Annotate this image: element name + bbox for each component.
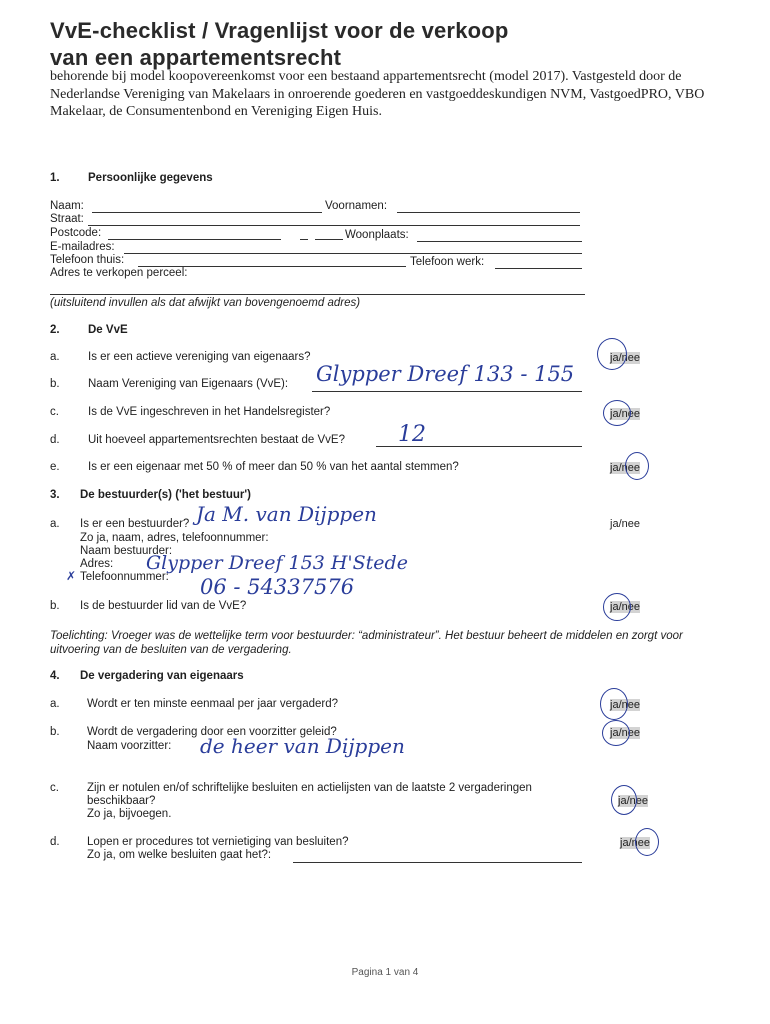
q4d-field[interactable] [293, 862, 582, 863]
postcode-field[interactable] [108, 239, 281, 240]
q2e-letter: e. [50, 461, 60, 473]
q2a-letter: a. [50, 351, 60, 363]
q3a-handwritten-telefoon: 06 - 54337576 [200, 575, 355, 599]
handwritten-cross-mark: ✗ [66, 569, 77, 583]
toelichting-note: Toelichting: Vroeger was de wettelijke term voor bestuurder: “administrateur”. Het bestuur beheert de middelen en zorgt voor uitvoering van de besluiten van de vergadering. [50, 630, 683, 656]
woonplaats-field[interactable] [417, 241, 582, 242]
q4d-nee-circle [635, 828, 659, 856]
nee-option[interactable]: nee [621, 518, 640, 530]
sep: / [628, 837, 632, 849]
nee-option[interactable]: nee [621, 408, 640, 420]
section2-number: 2. [50, 324, 60, 336]
q4b-letter: b. [50, 726, 60, 738]
q3a-letter: a. [50, 518, 60, 530]
document-title-line1: VvE-checklist / Vragenlijst voor de verkoop [50, 18, 509, 43]
q2d-text: Uit hoeveel appartementsrechten bestaat de VvE? [88, 434, 345, 446]
q2a-text: Is er een actieve vereniging van eigenaars? [88, 351, 311, 363]
adres-perceel-field[interactable] [50, 294, 585, 295]
straat-field[interactable] [88, 225, 580, 226]
sep: / [626, 795, 630, 807]
q3a-handwritten-adres: Glypper Dreef 153 H'Stede [146, 552, 408, 574]
section3-heading: De bestuurder(s) ('het bestuur') [80, 489, 251, 501]
nee-option[interactable]: nee [621, 601, 640, 613]
q4a-text: Wordt er ten minste eenmaal per jaar vergaderd? [87, 698, 339, 710]
naam-field[interactable] [92, 212, 322, 213]
q2c-letter: c. [50, 406, 59, 418]
q4c-instruction: Zo ja, bijvoegen. [87, 808, 172, 820]
ja-option[interactable]: ja [610, 408, 619, 420]
q2c-text: Is de VvE ingeschreven in het Handelsregister? [88, 406, 331, 418]
ja-option[interactable]: ja [610, 352, 619, 364]
document-subtitle: behorende bij model koopovereenkomst voor een bestaand appartementsrecht (model 2017). Vastgesteld door de Nederlandse Vereniging van Makelaars in onroerende goederen en vastgoeddeskundigen NVM, VastgoedPRO, VBO Makelaar, de Consumentenbond en Vereniging Eigen Huis. [50, 69, 705, 119]
q4d-subtext: Zo ja, om welke besluiten gaat het?: [87, 849, 272, 861]
q2e-nee-circle [625, 452, 649, 480]
sep: / [618, 727, 622, 739]
section2-heading: De VvE [88, 324, 128, 336]
email-label: E-mailadres: [50, 241, 115, 253]
straat-label: Straat: [50, 213, 84, 225]
naam-label: Naam: [50, 200, 84, 212]
q4c-ja-circle [611, 785, 637, 815]
nee-option[interactable]: nee [621, 352, 640, 364]
ja-option[interactable]: ja [620, 837, 629, 849]
tel-werk-field[interactable] [495, 268, 582, 269]
q3a-handwritten-naam: Ja M. van Dijppen [196, 502, 377, 526]
q3a-text: Is er een bestuurder? [80, 518, 190, 530]
q3a-telefoon-label: Telefoonnummer: [80, 571, 169, 583]
q3a-subtext: Zo ja, naam, adres, telefoonnummer: [80, 532, 269, 544]
document-title-line2: van een appartementsrecht [50, 45, 342, 70]
adres-perceel-note: (uitsluitend invullen als dat afwijkt van bovengenoemd adres) [50, 297, 361, 309]
q4b-ja-circle [602, 720, 630, 746]
postcode-letters-field[interactable] [315, 239, 343, 240]
q2c-ja-circle [603, 400, 631, 426]
postcode-separator [300, 239, 308, 240]
q4c-text-cont: beschikbaar? [87, 795, 156, 807]
ja-option[interactable]: ja [618, 795, 627, 807]
woonplaats-label: Woonplaats: [345, 229, 409, 241]
q2b-handwritten-answer: Glypper Dreef 133 - 155 [316, 362, 575, 386]
q4b-handwritten-answer: de heer van Dijppen [200, 734, 405, 758]
tel-thuis-label: Telefoon thuis: [50, 254, 125, 266]
q2d-handwritten-answer: 12 [398, 422, 426, 447]
sep: / [618, 518, 622, 530]
q4d-letter: d. [50, 836, 60, 848]
ja-option[interactable]: ja [610, 601, 619, 613]
q2a-ja-circle [597, 338, 627, 370]
email-field[interactable] [124, 253, 582, 254]
voornamen-label: Voornamen: [325, 200, 388, 212]
sep: / [618, 699, 622, 711]
ja-option[interactable]: ja [610, 699, 619, 711]
q2b-field[interactable] [312, 391, 582, 392]
q2e-text: Is er een eigenaar met 50 % of meer dan 50 % van het aantal stemmen? [88, 461, 459, 473]
sep: / [618, 408, 622, 420]
q2d-letter: d. [50, 434, 60, 446]
q2b-text: Naam Vereniging van Eigenaars (VvE): [88, 378, 289, 390]
section1-heading: Persoonlijke gegevens [88, 172, 213, 184]
q3a-adres-label: Adres: [80, 558, 114, 570]
q4c-text: Zijn er notulen en/of schriftelijke besluiten en actielijsten van de laatste 2 vergaderingen [87, 782, 532, 794]
q2b-letter: b. [50, 378, 60, 390]
q3b-ja-circle [603, 593, 631, 621]
q4b-text: Wordt de vergadering door een voorzitter geleid? [87, 726, 337, 738]
sep: / [618, 601, 622, 613]
nee-option[interactable]: nee [621, 727, 640, 739]
postcode-label: Postcode: [50, 227, 102, 239]
ja-option[interactable]: ja [610, 518, 619, 530]
section4-number: 4. [50, 670, 60, 682]
q4a-ja-circle [600, 688, 628, 720]
section4-heading: De vergadering van eigenaars [80, 670, 244, 682]
q3b-text: Is de bestuurder lid van de VvE? [80, 600, 247, 612]
q3b-letter: b. [50, 600, 60, 612]
tel-werk-label: Telefoon werk: [410, 256, 485, 268]
ja-option[interactable]: ja [610, 462, 619, 474]
nee-option[interactable]: nee [629, 795, 648, 807]
q3a-janee[interactable] [610, 518, 640, 530]
nee-option[interactable]: nee [631, 837, 650, 849]
adres-perceel-label: Adres te verkopen perceel: [50, 267, 188, 279]
q4b-voorzitter-label: Naam voorzitter: [87, 740, 172, 752]
q4a-letter: a. [50, 698, 60, 710]
voornamen-field[interactable] [397, 212, 580, 213]
ja-option[interactable]: ja [610, 727, 619, 739]
section3-number: 3. [50, 489, 60, 501]
q4d-text: Lopen er procedures tot vernietiging van besluiten? [87, 836, 349, 848]
sep: / [618, 352, 622, 364]
sep: / [618, 462, 622, 474]
nee-option[interactable]: nee [621, 462, 640, 474]
q3a-naam-label: Naam bestuurder: [80, 545, 173, 557]
page-number-footer: Pagina 1 van 4 [351, 967, 419, 978]
section1-number: 1. [50, 172, 60, 184]
q4c-letter: c. [50, 782, 59, 794]
nee-option[interactable]: nee [621, 699, 640, 711]
